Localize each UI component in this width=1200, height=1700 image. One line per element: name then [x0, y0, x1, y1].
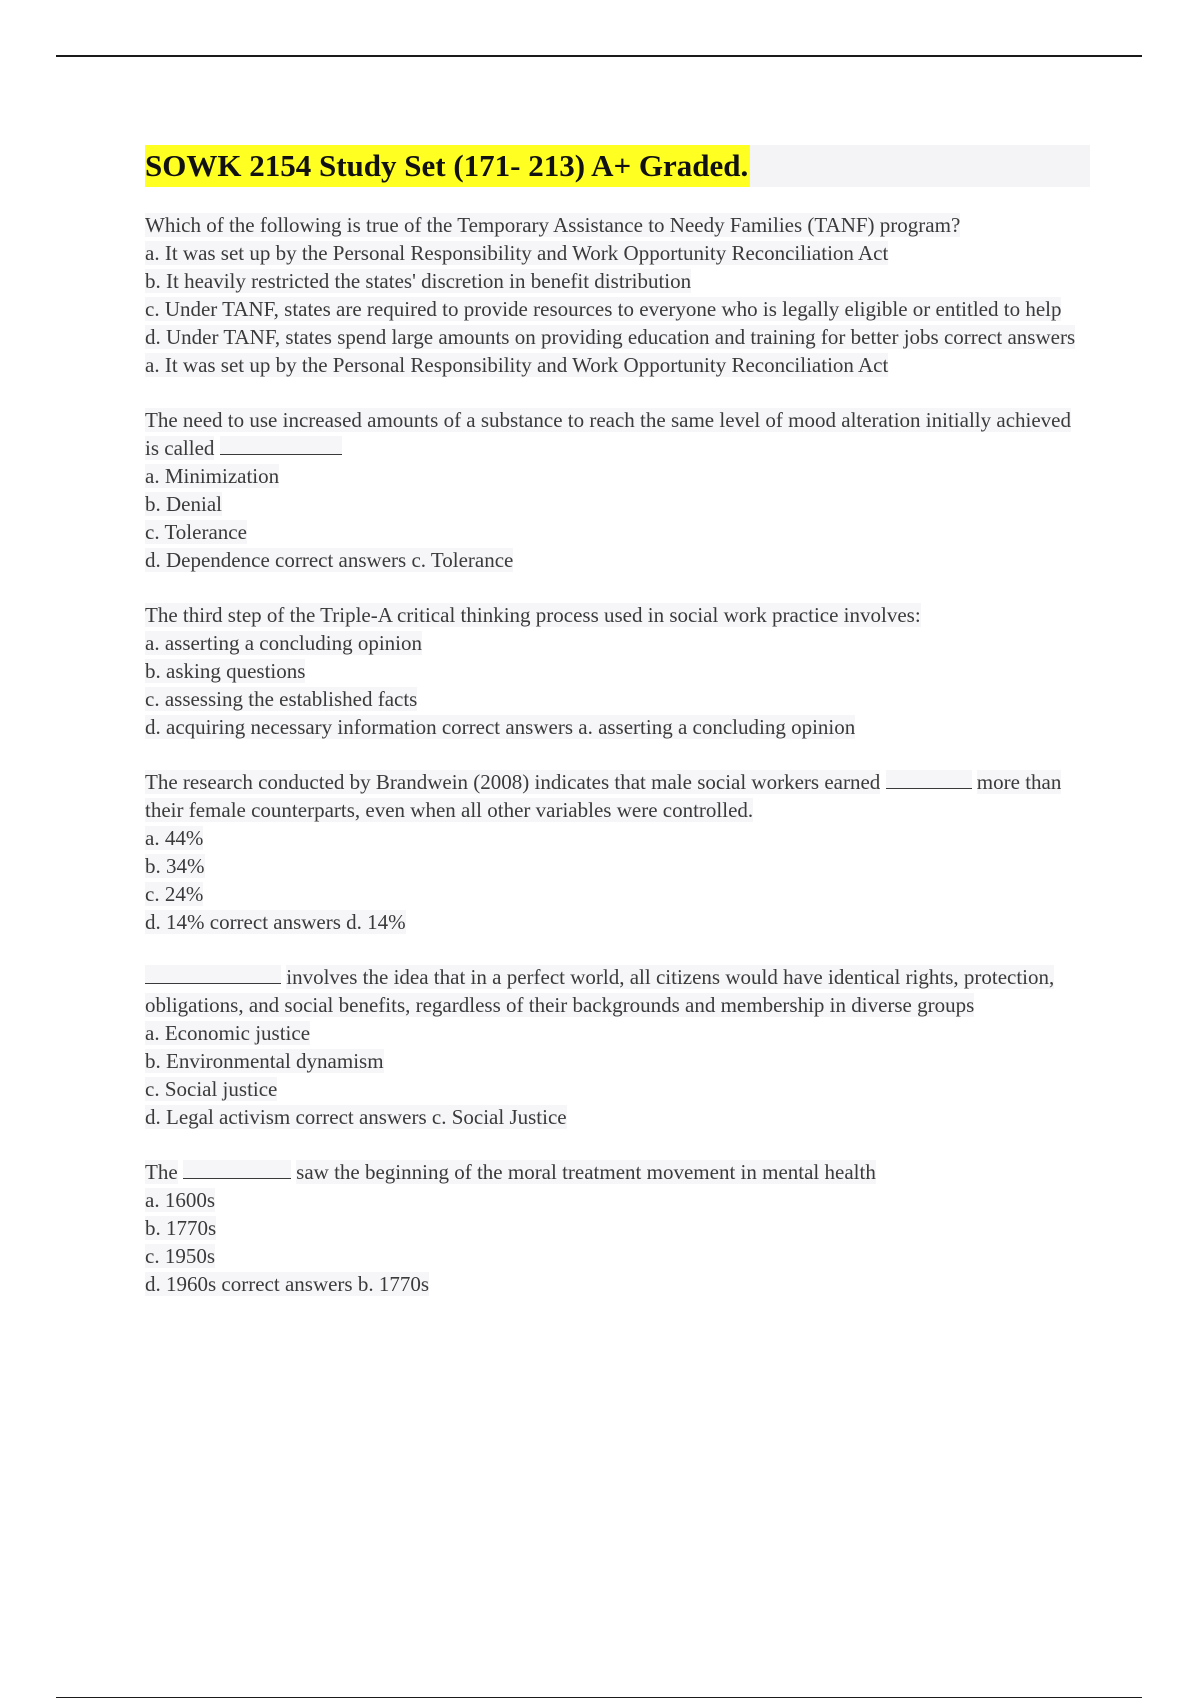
- document-title: SOWK 2154 Study Set (171- 213) A+ Graded.: [145, 145, 750, 187]
- question-3: [145, 601, 1090, 741]
- option-a: a. 44%: [145, 826, 204, 850]
- option-c: c. 24%: [145, 882, 204, 906]
- question-stem: The research conducted by Brandwein (2008) indicates that male social workers earned more than their female counterparts, even when all other variables were controlled.: [145, 770, 1062, 822]
- question-6: [145, 1158, 1090, 1298]
- option-d-with-answer: d. 14% correct answers d. 14%: [145, 910, 406, 934]
- option-d-with-answer: d. Under TANF, states spend large amounts on providing education and training for better jobs correct answers a. It was set up by the Personal Responsibility and Work Opportunity Reconciliation Act: [145, 325, 1076, 377]
- option-d-with-answer: d. Dependence correct answers c. Tolerance: [145, 548, 514, 572]
- option-a: a. 1600s: [145, 1188, 215, 1212]
- question-stem: The third step of the Triple-A critical thinking process used in social work practice involves:: [145, 603, 921, 627]
- option-d-with-answer: d. 1960s correct answers b. 1770s: [145, 1272, 430, 1296]
- question-stem: involves the idea that in a perfect world, all citizens would have identical rights, protection, obligations, and social benefits, regardless of their backgrounds and membership in diverse groups: [145, 965, 1055, 1017]
- option-c: c. 1950s: [145, 1244, 215, 1268]
- question-4: [145, 768, 1090, 936]
- question-1: [145, 211, 1090, 379]
- option-c: c. Social justice: [145, 1077, 278, 1101]
- option-c: c. assessing the established facts: [145, 687, 418, 711]
- option-b: b. asking questions: [145, 659, 306, 683]
- option-b: b. Environmental dynamism: [145, 1049, 384, 1073]
- top-rule: [56, 55, 1142, 57]
- question-2: [145, 406, 1090, 574]
- document-body: [145, 145, 1090, 1325]
- option-a: a. asserting a concluding opinion: [145, 631, 423, 655]
- question-stem: The saw the beginning of the moral treatment movement in mental health: [145, 1160, 876, 1184]
- option-a: a. Minimization: [145, 464, 280, 488]
- option-a: a. Economic justice: [145, 1021, 311, 1045]
- option-b: b. 34%: [145, 854, 205, 878]
- answer-blank: [220, 436, 342, 455]
- option-b: b. It heavily restricted the states' discretion in benefit distribution: [145, 269, 692, 293]
- question-stem: The need to use increased amounts of a substance to reach the same level of mood alteration initially achieved is called: [145, 408, 1071, 460]
- answer-blank: [886, 770, 972, 789]
- option-b: b. Denial: [145, 492, 222, 516]
- answer-blank: [183, 1160, 291, 1179]
- title-bar: [145, 145, 1090, 187]
- option-a: a. It was set up by the Personal Responsibility and Work Opportunity Reconciliation Act: [145, 241, 889, 265]
- question-5: [145, 963, 1090, 1131]
- answer-blank: [145, 965, 281, 984]
- option-d-with-answer: d. acquiring necessary information correct answers a. asserting a concluding opinion: [145, 715, 856, 739]
- option-d-with-answer: d. Legal activism correct answers c. Social Justice: [145, 1105, 567, 1129]
- option-c: c. Under TANF, states are required to provide resources to everyone who is legally eligible or entitled to help: [145, 297, 1062, 321]
- question-stem: Which of the following is true of the Temporary Assistance to Needy Families (TANF) program?: [145, 213, 961, 237]
- option-c: c. Tolerance: [145, 520, 247, 544]
- option-b: b. 1770s: [145, 1216, 217, 1240]
- bottom-rule: [56, 1697, 1142, 1698]
